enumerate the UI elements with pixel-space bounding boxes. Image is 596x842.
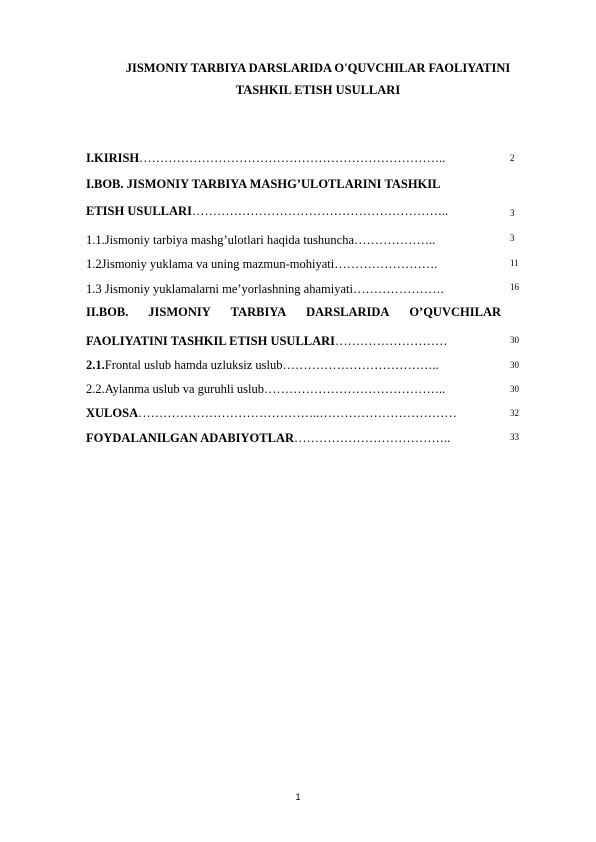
toc-dots: ……………………………….. — [294, 431, 451, 445]
toc-page-number: 33 — [510, 432, 519, 442]
page-number-footer: 1 — [295, 792, 301, 802]
toc-heading-word: TARBIYA — [230, 305, 287, 319]
toc-entry-references — [86, 430, 450, 446]
toc-entry-chapter-2 — [86, 333, 448, 349]
toc-label: FAOLIYATINI TASHKIL ETISH USULLARI — [86, 334, 336, 348]
toc-dots: ……………….. — [354, 233, 436, 247]
toc-label: Frontal uslub hamda uzluksiz uslub — [104, 358, 283, 372]
toc-page-number: 3 — [510, 233, 515, 243]
toc-label: ETISH USULLARI — [86, 204, 192, 218]
toc-chapter-1-heading: I.BOB. JISMONIY TARBIYA MASHG’ULOTLARINI TASHKIL — [86, 177, 441, 191]
document-title-line-1: JISMONIY TARBIYA DARSLARIDA O'QUVCHILAR FAOLIYATINI — [125, 61, 511, 75]
toc-dots: …………………………………….. — [264, 382, 446, 396]
toc-label: I.KIRISH — [86, 151, 140, 165]
document-title-line-2: TASHKIL ETISH USULLARI — [235, 83, 401, 97]
toc-label: 1.3 Jismoniy yuklamalarni me’yorlashning ahamiyati — [86, 282, 353, 296]
toc-dots: …………………. — [352, 282, 444, 296]
toc-entry-chapter-1 — [86, 203, 448, 219]
toc-heading-word: DARSLARIDA — [306, 305, 390, 319]
toc-page-number: 30 — [510, 335, 519, 345]
toc-entry-kirish — [86, 150, 445, 166]
toc-page-number: 3 — [510, 208, 515, 218]
toc-label: XULOSA — [86, 406, 139, 420]
toc-number: 2.1. — [86, 358, 105, 372]
toc-chapter-2-heading — [86, 305, 501, 320]
toc-dots: ……………………………………………………………….. — [139, 151, 446, 165]
toc-heading-word: O’QUVCHILAR — [409, 305, 501, 319]
toc-entry-2-2 — [86, 381, 445, 397]
toc-heading-word: II.BOB. — [86, 305, 129, 319]
toc-page-number: 32 — [510, 408, 519, 418]
toc-heading-word: JISMONIY — [148, 305, 211, 319]
toc-dots: ……………………………………..…………………………… — [138, 406, 457, 420]
toc-entry-1-2 — [86, 256, 437, 272]
toc-page-number: 30 — [510, 384, 519, 394]
toc-page-number: 16 — [510, 282, 519, 292]
toc-label: 2.2.Aylanma uslub va guruhli uslub — [86, 382, 265, 396]
toc-entry-xulosa — [86, 405, 457, 421]
toc-label: 1.2Jismoniy yuklama va uning mazmun-mohiyati — [86, 257, 335, 271]
toc-dots: ……………………………….. — [282, 358, 439, 372]
toc-entry-2-1 — [86, 357, 439, 373]
toc-page-number: 11 — [510, 258, 519, 268]
toc-label: FOYDALANILGAN ADABIYOTLAR — [86, 431, 295, 445]
toc-dots: ……………………. — [334, 257, 438, 271]
toc-page-number: 2 — [510, 153, 515, 163]
toc-page-number: 30 — [510, 360, 519, 370]
toc-dots: ……………………… — [335, 334, 448, 348]
toc-dots: …………………………………………………….. — [191, 204, 449, 218]
toc-entry-1-1 — [86, 232, 435, 248]
toc-entry-1-3 — [86, 281, 444, 297]
toc-label: 1.1.Jismoniy tarbiya mashg’ulotlari haqida tushuncha — [86, 233, 355, 247]
